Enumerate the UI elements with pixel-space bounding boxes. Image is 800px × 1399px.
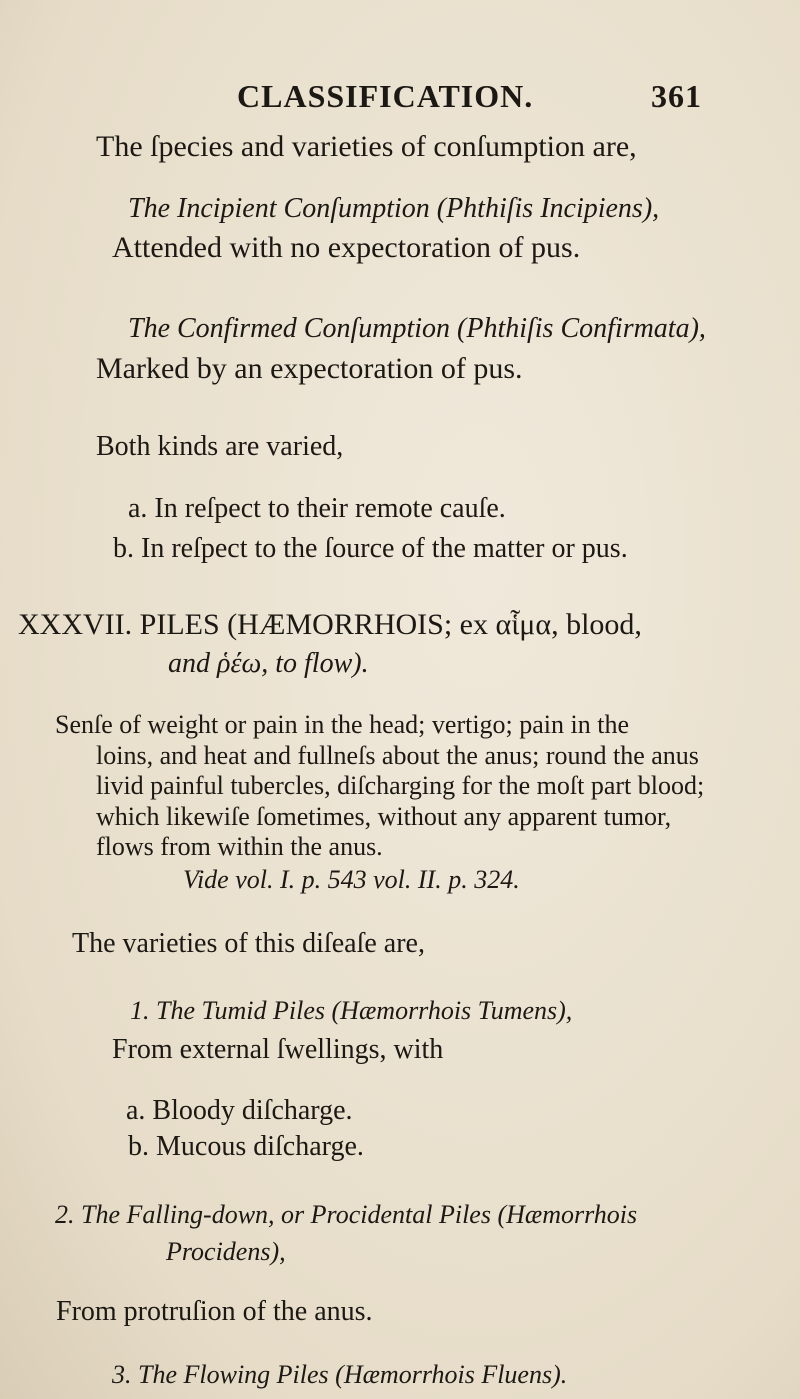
variety-a: a. In reſpect to their remote cauſe. <box>128 493 506 524</box>
variety-2-desc: From protruſion of the anus. <box>56 1296 373 1327</box>
both-kinds-line: Both kinds are varied, <box>96 431 344 462</box>
varieties-intro: The varieties of this diſeaſe are, <box>72 928 425 959</box>
page-number: 361 <box>651 78 702 114</box>
section-heading: XXXVII. PILES (HÆMORRHOIS; ex αἷμα, blood, <box>18 608 642 641</box>
definition-line-4: which likewiſe ſometimes, without any apparent tumor, <box>96 802 672 831</box>
variety-1-desc: From external ſwellings, with <box>112 1034 444 1065</box>
variety-1a: a. Bloody diſcharge. <box>126 1095 353 1126</box>
definition-line-5: flows from within the anus. <box>96 832 383 861</box>
variety-2-name: 2. The Falling-down, or Procidental Piles (Hæmorrhois <box>55 1200 638 1229</box>
variety-1-name: 1. The Tumid Piles (Hæmorrhois Tumens), <box>130 996 573 1025</box>
variety-b: b. In reſpect to the ſource of the matter or pus. <box>113 533 628 564</box>
cross-reference: Vide vol. I. p. 543 vol. II. p. 324. <box>183 865 520 894</box>
variety-1b: b. Mucous diſcharge. <box>128 1131 364 1162</box>
species-1-name: The Incipient Conſumption (Phthiſis Incipiens), <box>128 193 660 224</box>
variety-2-name-cont: Procidens), <box>166 1237 286 1266</box>
species-2-name: The Confirmed Conſumption (Phthiſis Confirmata), <box>128 313 706 344</box>
intro-line: The ſpecies and varieties of conſumption are, <box>96 130 637 163</box>
variety-3-name: 3. The Flowing Piles (Hæmorrhois Fluens). <box>112 1360 568 1389</box>
section-heading-cont: and ῥέω, to flow). <box>168 648 369 679</box>
running-head-title: CLASSIFICATION. <box>237 78 534 114</box>
definition-line-3: livid painful tubercles, diſcharging for the moſt part blood; <box>96 771 705 800</box>
definition-line-2: loins, and heat and fullneſs about the anus; round the anus <box>96 741 699 770</box>
species-2-desc: Marked by an expectoration of pus. <box>96 352 523 385</box>
species-1-desc: Attended with no expectoration of pus. <box>112 231 581 264</box>
definition-line-1: Senſe of weight or pain in the head; vertigo; pain in the <box>55 710 630 739</box>
